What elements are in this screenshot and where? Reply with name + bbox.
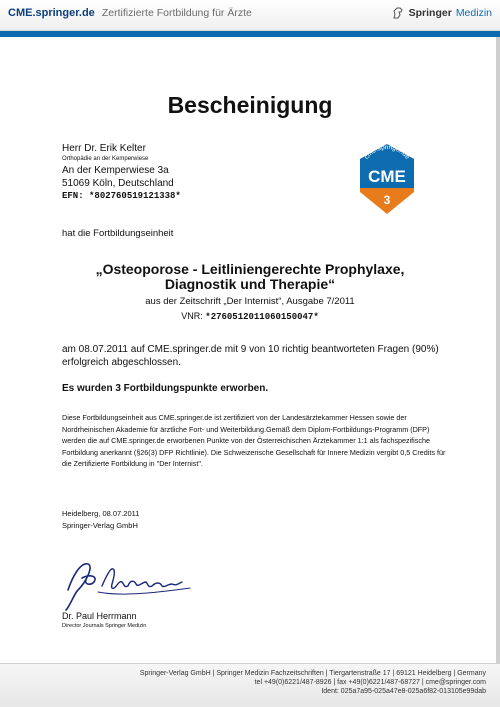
recipient-name: Herr Dr. Erik Kelter (62, 143, 146, 154)
vnr-label: VNR: (181, 311, 203, 321)
publisher-logo (391, 6, 492, 20)
intro-text: hat die Fortbildungseinheit (62, 228, 174, 239)
recipient-city: 51069 Köln, Deutschland (62, 178, 174, 189)
certification-text: Diese Fortbildungseinheit aus CME.springer.de ist zertifiziert von der Landesärztekammer Hessen sowie der Nordrheinischen Akademie für ärztliche Fort- und Weiterbildung.Gemäß dem Diplom-Fortbildungs-Programm (DFP) werden die auf CME.springer.de erworbenen Punkte von der Österreichischen Ärztekammer 1:1 als fachspezifische Fortbildung anerkannt (§26(3) DFP Richtlinie). Die Schweizerische Gesellschaft für Innere Medizin vergibt 0,5 Credits für die Zertifizierte Fortbildung in "Der Internist". (62, 413, 446, 469)
publisher-suffix: Medizin (455, 7, 492, 19)
recipient-address (62, 142, 181, 203)
cme-badge-label: CME (368, 167, 406, 186)
signature-image (58, 552, 218, 612)
signer-block (62, 611, 146, 631)
course-source: aus der Zeitschrift „Der Internist“, Ausgabe 7/2011 (145, 296, 355, 307)
header-brand (8, 7, 252, 19)
cme-badge-points: 3 (383, 193, 391, 207)
efn-value: *802760519121338* (89, 191, 181, 201)
site-name: CME.springer.de (8, 7, 95, 19)
publisher-name: Springer (408, 7, 452, 19)
result-text: am 08.07.2011 auf CME.springer.de mit 9 von 10 richtig beantworteten Fragen (90%) erfolgreich abgeschlossen. (62, 344, 439, 368)
recipient-practice: Orthopädie an der Kemperwiese (62, 156, 149, 162)
header-accent-bar (0, 31, 500, 37)
cme-badge-arc-text: cme.springer.de (363, 143, 411, 161)
course-vnr (60, 311, 440, 322)
footer-ident: Ident: 025a7a95-025a47e8-025a6f82-013105e99dab (321, 688, 486, 695)
vnr-value: *2760512011060150047* (205, 312, 319, 322)
place-date: Heidelberg, 08.07.2011 (62, 509, 140, 518)
place-date-block (62, 508, 139, 532)
points-text: Es wurden 3 Fortbildungspunkte erworben. (62, 383, 269, 394)
signer-role: Director Journals Springer Medizin (62, 623, 147, 629)
footer-contact: tel +49(0)6221/487-8926 | fax +49(0)6221/487-68727 | cme@springer.com (254, 679, 486, 686)
company-name: Springer-Verlag GmbH (62, 521, 138, 530)
page-title: Bescheinigung (167, 92, 333, 118)
cme-badge-icon (354, 140, 420, 218)
course-title: „Osteoporose - Leitliniengerechte Prophylaxe, Diagnostik und Therapie“ (95, 261, 405, 292)
header-bar (0, 0, 500, 31)
signer-name: Dr. Paul Herrmann (62, 611, 137, 621)
recipient-street: An der Kemperwiese 3a (62, 165, 169, 176)
efn-label: EFN: (62, 191, 84, 201)
course-block (60, 262, 440, 322)
footer (0, 663, 500, 707)
footer-address: Springer-Verlag GmbH | Springer Medizin Fachzeitschriften | Tiergartenstraße 17 | 69121 Heidelberg | Germany (139, 670, 486, 677)
footer-text (140, 669, 486, 696)
site-tagline: Zertifizierte Fortbildung für Ärzte (101, 7, 252, 19)
springer-horse-icon (391, 6, 405, 20)
recipient-efn (62, 190, 181, 203)
